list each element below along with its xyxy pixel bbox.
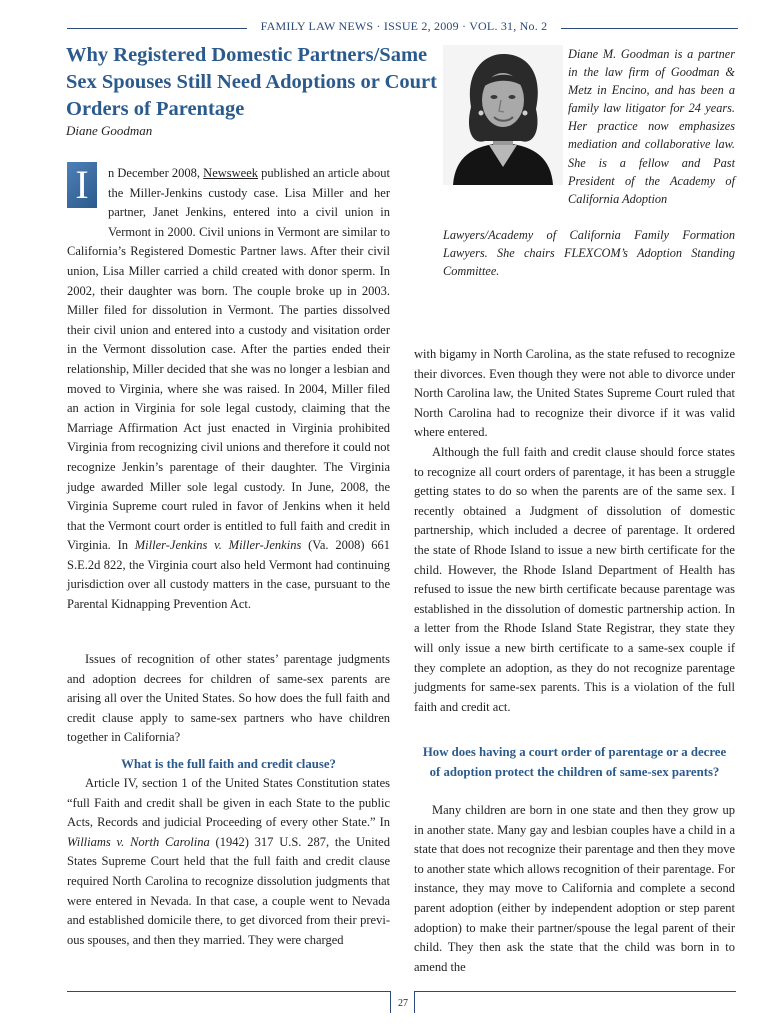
rhode-island-paragraph: Although the full faith and credit clause should force states to recognize all court orders of parentage, it has been a struggle getting states to do so when the parents are of the same sex. I recently obtained a Judgment of dissolution of domestic partnership, which included a decree of parentage. It ordered the state of Rhode Island to issue a new birth certificate for the child. However, the Rhode Island Department of Health has refused to issue the new birth certificate because parentage was established in the dissolution of domestic partnership action. In a letter from the Rhode Island State Registrar, they state they will only issue a new birth certificate to a same-sex couple if they complete an adoption, as they do not recognize parentage judgments for same-sex parents. This is a violation of the full faith and credit act.: [414, 445, 735, 714]
bigamy-paragraph: with bigamy in North Carolina, as the state refused to recognize their divorces. Even though they were not able to divorce under North Carolina law, the United States Supreme Court ruled that North Carolina had to recognize their divorce if it was valid where entered.: [414, 347, 735, 440]
header-rule-left: [67, 28, 247, 29]
footer-rule-left: [67, 991, 391, 992]
footer-rule-right: [414, 991, 736, 992]
page-number: 27: [398, 998, 408, 1009]
author-bio-bottom: Lawyers/Academy of California Family Formation Lawyers. She chairs FLEXCOM’s Adoption Standing Committee.: [443, 228, 735, 279]
footer-tick-left: [390, 991, 391, 1013]
case-citation: Williams v. North Carolina: [67, 834, 210, 849]
footer-tick-right: [414, 991, 415, 1013]
author-photo: [443, 45, 563, 185]
drop-cap: I: [67, 162, 97, 208]
article-author: Diane Goodman: [66, 123, 153, 138]
lead-paragraph: n December 2008, Newsweek published an article about the Miller-Jenkins custody case. Lisa Miller and her partner, Janet Jenkins, entered into a civil union in Vermont in 2000. Civil unions in Vermont are similar to California’s Registered Domestic Partner laws. After their civil union, Lisa Miller carried a child created with donor sperm. In 2002, their daughter was born. The couple broke up in 2003. Miller filed for dissolution in Vermont. The parties dissolved their civil union and entered into a custody and visitation order in the Vermont dissolution case. After the parties ended their relationship, Miller decided that she was no longer a lesbian and moved to Virginia, where she was raised. In 2004, Miller filed an action in Virginia for sole legal custody, claiming that the Marriage Affirmation Act just enacted in Virginia prohibited Virginia from recognizing civil unions and therefore it could not recognize Jenkin’s parentage of their daughter. The Virginia judge awarded Miller sole legal custody. In June, 2008, the Virginia Supreme court ruled in favor of Jenkins when it held that the Vermont court order is entitled to full faith and credit in Virginia. In Miller-Jenkins v. Miller-Jenkins (Va. 2008) 661 S.E.2d 822, the Virginia court also held Vermont had continuing jurisdiction over all custody matters in the case, pursuant to the Parental Kidnapping Prevention Act.: [67, 166, 390, 612]
running-head: FAMILY LAW NEWS · ISSUE 2, 2009 · VOL. 31, No. 2: [260, 19, 548, 33]
author-bio-top: Diane M. Goodman is a partner in the law firm of Goodman & Metz in Encino, and has been a family law litigator for 24 years. Her practice now emphasizes mediation and collaborative law. She is a fellow and Past President of the Academy of California Adoption: [568, 47, 735, 206]
dropcap-spacer: [67, 164, 108, 223]
author-portrait-image: [443, 45, 563, 185]
subhead-full-faith: What is the full faith and credit clause?: [121, 757, 336, 771]
article-title: Why Registered Domestic Partners/Same Sex Spouses Still Need Adoptions or Court Orders of Parentage: [66, 44, 437, 120]
case-citation: Miller-Jenkins v. Miller-Jenkins: [134, 538, 302, 553]
issues-paragraph: Issues of recognition of other states’ parentage judgments and adoption decrees for children of same-sex parents are arising all over the United States. So how does the full faith and credit clause apply to same-sex partners who have children together in California?: [67, 652, 390, 745]
header-rule-right: [561, 28, 738, 29]
children-paragraph: Many children are born in one state and then they grow up in another state. Many gay and lesbian couples have a child in a state that does not recognize their parentage and then they move to another state which allows recognition of their parentage. For instance, they may move to California and complete a second parent adoption (either by independent adoption or step parent adoption) to make their partner/spouse the legal parent of their child. They then ask the state that the child was born in to amend the: [414, 803, 735, 974]
subhead-protect-children: How does having a court order of parentage or a decree of adoption protect the children of same-sex parents?: [422, 745, 727, 779]
publication-name: Newsweek: [203, 166, 259, 180]
article-iv-paragraph: Article IV, section 1 of the United States Constitution states “full Faith and credit shall be given in each State to the public Acts, Records and judicial Proceeding of every other State.” In Williams v. North Carolina (1942) 317 U.S. 287, the United States Supreme Court held that the full faith and credit clause required North Carolina to recognize dissolution judgments that were entered in Nevada. In that case, a couple went to Nevada and established domicile there, to get divorced from their previous spouses, and then they married. They were charged: [67, 776, 390, 947]
